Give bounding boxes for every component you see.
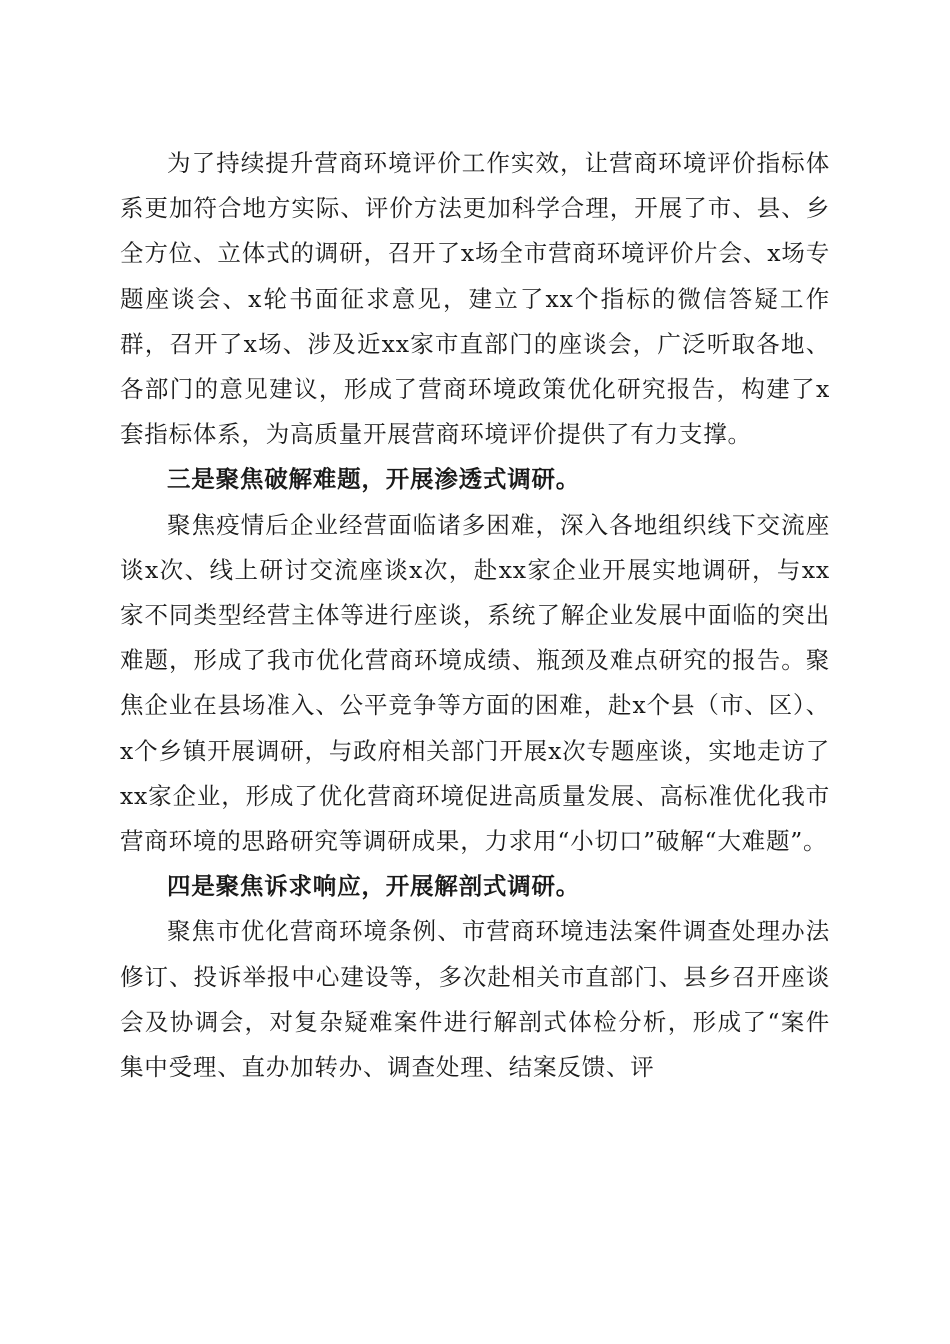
heading-point-three: 三是聚焦破解难题，开展渗透式调研。	[167, 465, 581, 494]
document-body	[120, 141, 830, 1090]
paragraph-evaluation-research: 为了持续提升营商环境评价工作实效，让营商环境评价指标体系更加符合地方实际、评价方法更加科学合理，开展了市、县、乡全方位、立体式的调研，召开了x场全市营商环境评价片会、x场专题座谈会、x轮书面征求意见，建立了xx个指标的微信答疑工作群，召开了x场、涉及近xx家市直部门的座谈会，广泛听取各地、各部门的意见建议，形成了营商环境政策优化研究报告，构建了x套指标体系，为高质量开展营商环境评价提供了有力支撑。	[120, 149, 830, 449]
heading-point-four: 四是聚焦诉求响应，开展解剖式调研。	[167, 872, 581, 901]
paragraph-complaint-response: 聚焦市优化营商环境条例、市营商环境违法案件调查处理办法修订、投诉举报中心建设等，多次赴相关市直部门、县乡召开座谈会及协调会，对复杂疑难案件进行解剖式体检分析，形成了“案件集中受理、直办加转办、调查处理、结案反馈、评	[120, 917, 830, 1082]
paragraph-enterprise-difficulties: 聚焦疫情后企业经营面临诸多困难，深入各地组织线下交流座谈x次、线上研讨交流座谈x次，赴xx家企业开展实地调研，与xx家不同类型经营主体等进行座谈，系统了解企业发展中面临的突出难题，形成了我市优化营商环境成绩、瓶颈及难点研究的报告。聚焦企业在县场准入、公平竞争等方面的困难，赴x个县（市、区）、x个乡镇开展调研，与政府相关部门开展x次专题座谈，实地走访了xx家企业，形成了优化营商环境促进高质量发展、高标准优化我市营商环境的思路研究等调研成果，力求用“小切口”破解“大难题”。	[120, 510, 830, 856]
